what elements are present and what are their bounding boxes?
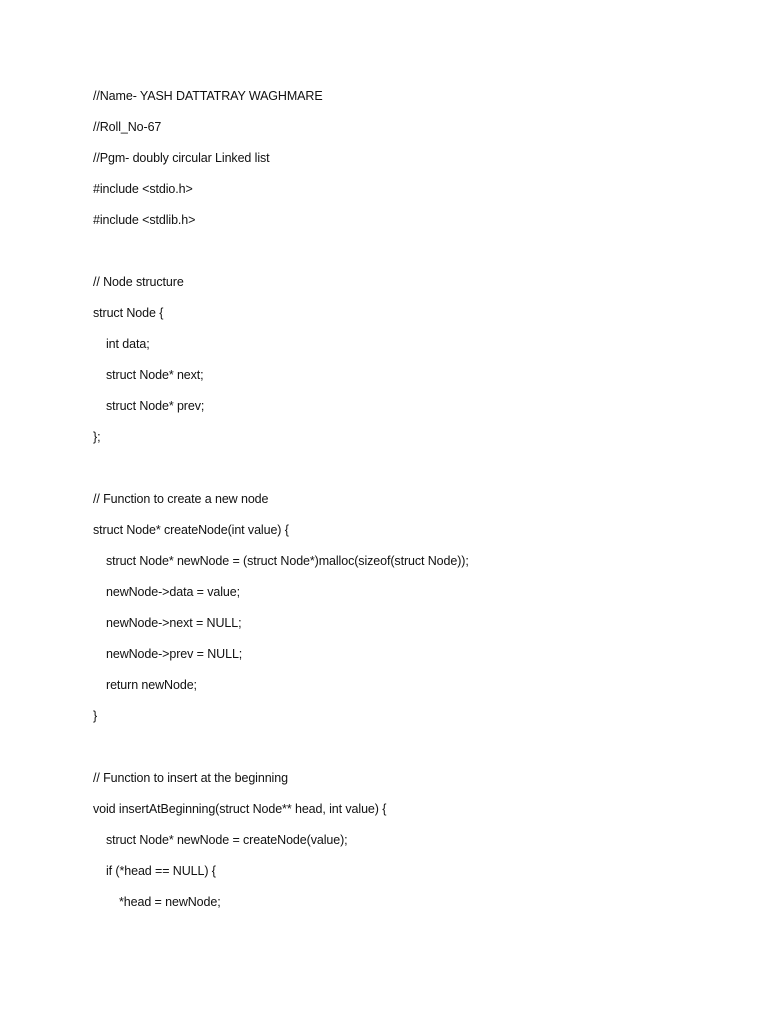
code-line: void insertAtBeginning(struct Node** head, int value) { [93,802,387,816]
code-line: struct Node* prev; [106,399,205,413]
code-line: newNode->data = value; [106,585,241,599]
code-line: *head = newNode; [119,895,221,909]
code-line: struct Node* next; [106,368,204,382]
code-line: struct Node* createNode(int value) { [93,523,289,537]
code-line: }; [93,430,101,444]
comment-line-name: //Name- YASH DATTATRAY WAGHMARE [93,89,323,103]
comment-line-program: //Pgm- doubly circular Linked list [93,151,270,165]
code-line: return newNode; [106,678,197,692]
comment-line-roll-no: //Roll_No-67 [93,120,162,134]
code-line: struct Node* newNode = createNode(value); [106,833,348,847]
code-line: int data; [106,337,150,351]
code-comment-line: // Node structure [93,275,184,289]
blank-line [93,240,733,271]
code-line: newNode->prev = NULL; [106,647,243,661]
include-line: #include <stdio.h> [93,182,193,196]
blank-line [93,457,733,488]
code-line: struct Node* newNode = (struct Node*)malloc(sizeof(struct Node)); [106,554,469,568]
code-listing [93,85,733,922]
code-comment-line: // Function to insert at the beginning [93,771,288,785]
blank-line [93,736,733,767]
code-line: newNode->next = NULL; [106,616,242,630]
code-comment-line: // Function to create a new node [93,492,269,506]
code-line: struct Node { [93,306,164,320]
code-line: if (*head == NULL) { [106,864,216,878]
code-line: } [93,709,98,723]
include-line: #include <stdlib.h> [93,213,196,227]
